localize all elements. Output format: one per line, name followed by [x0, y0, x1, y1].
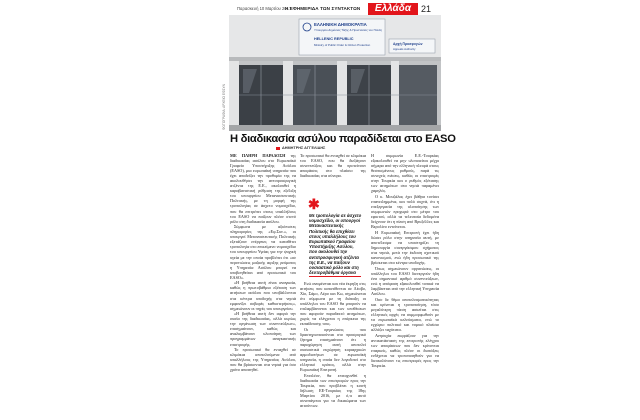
paragraph: της διαδικασίας ασύλου στο Ευρωπαϊκό Γραφείο Υποστήριξης Ασύλου (EASO), μια ευρωπαϊκή υπηρεσία που έχει αποδείξει την προθυμία της να ακολουθήσει την αντιπροσφυγική ατζέντα της Ε.Ε., ακολουθεί η καραβανιστική ρύθμιση της εξέλιξη του υπουργείου Μεταναστευτικής Πολιτικής, με τη μορφή της τροπολογίας σε άσχετο νομοσχέδιο, που θα επιτρέπει στους υπαλλήλους του EASO να παίζουν πλέον στενό ρόλο στη διαδικασία ασύλου. [230, 153, 296, 224]
sign-right-2: Appeals Authority [393, 47, 416, 51]
paragraph: Η Ευρωπαϊκή Επιτροπή έχει ήδη δώσει ρόλο στην υπηρεσία αυτή, με αποτέλεσμα να υποστηρίζει τη δημιουργία συνεργάσιμου σχήματος στα νησιά, μετά την έκδοση σχετικού κανονισμού, ενώ ήδη προσωπικό της βρίσκεται στα κέντρα υποδοχής. [371, 229, 439, 266]
newspaper-page [199, 0, 456, 420]
page-number: 21 [421, 4, 432, 14]
paragraph: Σύμφωνα με αξιόπιστες πληροφορίες της «Εφ.Συν.», οι υπουργοί Μεταναστευτικής Πολιτικής εξετάζουν ενέργειες να καταθέτει τροπολογία στο επικείμενο νομοσχέδιο του υπουργείου Υγείας για την ψυχική υγεία με την οποία προβλέπει ότι «σε περιπτώσεις μαζικής αφιξης ρεύματος η Υπηρεσία Ασύλου μπορεί να υποβοηθείται από προσωπικό του EASO». [230, 224, 296, 280]
paragraph: Οι οργανώσεις που δραστηριοποιούνται στο προσφυγικό ζήτημα επισημαίνουν ότι η παραχώρηση αυτή αποτελεί ουσιαστικά εκχώρηση κυριαρχικών αρμοδιοτήτων σε ευρωπαϊκή υπηρεσία, η οποία δεν λογοδοτεί στο ελληνικό κράτος, αλλά στην Ευρωπαϊκή Επιτροπή. [300, 327, 366, 373]
section-badge: Ελλάδα [368, 3, 418, 15]
sign-line-3: HELLENIC REPUBLIC [314, 37, 354, 41]
sign-line-2: Υπουργείο Δημόσιας Τάξης & Προστασίας του Πολίτη [314, 28, 383, 32]
paragraph: Όπως σημειώνουν οργανώσεις, οι υπάλληλοι του EASO διενεργούν ήδη ένα σημαντικό αριθμό συνεντεύξεων, ενώ η απόφαση εξακολουθεί τυπικά να λαμβάνεται από την ελληνική Υπηρεσία Ασύλου. [371, 265, 439, 297]
asterisk-icon: ✱ [308, 196, 320, 212]
issue-date: Παρασκευή 10 Μαρτίου 2017 [237, 6, 292, 11]
paragraph: Επιπλέον, θα επιταχυνθεί η διαδικασία των επιστροφών προς την Τουρκία, που προβλέπει η κοινή δήλωση ΕΕ-Τουρκίας της 18ης Μαρτίου 2016, με ό,τι αυτό συνεπάγεται για τα δικαιώματα των αιτούντων. [300, 373, 366, 409]
photo-credit: ΦΩΤΟΓΡΑΦΙΑ: ΑΡΧΕΙΟ ΕΦΣΥΝ [222, 84, 226, 130]
pull-quote-rule [309, 276, 361, 277]
pull-quote: Με τροπολογία σε άσχετο νομοσχέδιο, οι υπουργοί Μεταναστευτικής Πολιτικής θα επιχθίσει στους υπαλλήλους του Ευρωπαϊκού Γραφείου Υποστήριξης Ασύλου, που ακολουθεί την αντιπροσφυγική ατζέντα της Ε.Ε., να παίξουν ουσιαστικό ρόλο και στη δευτεροβάθμια όργανα [309, 213, 362, 276]
article-column-3 [371, 153, 439, 415]
lead-paragraph [230, 153, 296, 224]
article-column-1 [230, 153, 296, 415]
lead-in: ΜΕ ΠΛΗΡΗ ΠΑΡΑΔΟΣΗ [230, 153, 286, 158]
building-illustration [229, 15, 441, 131]
paragraph: Η συμφωνία Ε.Ε.-Τουρκίας εξακολουθεί να μην υλοποιείται μέχρι σήμερα από την ελληνική πλευρά στους θεσπισμένους ρυθμούς, παρά τις συνεχείς πιέσεις, καθώς οι επιστροφές στην Τουρκία και ο ρυθμός εξέτασης των αιτημάτων στα νησιά παραμένει χαμηλός. [371, 153, 439, 194]
paragraph: Ο κ. Μουζάλας έχει βάθρα τονίσει επανειλημμένα, και πολύ συχνά, ότι η επεξεργασία της υλοποίησης των συμφωνιών προχωρά στο μέτρο του εφικτού, αλλά τα τελευταία δεδομένα δείχνουν ότι η πίεση από Βρυξέλλες και Βερολίνο εντείνεται. [371, 193, 439, 230]
article-headline: Η διαδικασία ασύλου παραδίδεται στο EASO [230, 133, 456, 145]
paragraph: Ενώ αναμένεται και νέα έκρηξη στις αιτήσεις που κατατίθενται σε Λέσβο, Χίο, Σάμο, Λέρο και Κω, σημειώνεται ότι σύμφωνα με τη διάταξη οι υπάλληλοι του EASO θα μπορούν να επιλαμβάνονται και των υποθέσεων που αφορούν παραδεκτό αιτημάτων, χωρίς να ελέγχεται η επάρκεια της εκπαίδευσης τους. [300, 281, 366, 327]
paragraph: Ανησυχία εκφράζουν για την αντικατάσταση της επιτροπής ελέγχου των αποφάσεων που δεν κρίνονται επαρκείς, καθώς πλέον οι διατάξεις ενδέχεται να τροποποιηθούν για να διευκολύνουν τις επιστροφές προς την Τουρκία. [371, 332, 439, 368]
paragraph: «Η βοήθεια αυτή δεν αφορά την ουσία της διαδικασίας, αλλά κυρίως την οργάνωση των συνεντεύξεων», επισημαίνουν, καθώς και αναλαμβάνουν υλοποίηση των προγραμμάτων αναγκαστικής επιστροφής. [230, 311, 296, 347]
page-header [199, 3, 441, 15]
sign-right-1: Αρχή Προσφυγών [393, 42, 423, 46]
paper-name: Η ΕΦΗΜΕΡΙΔΑ ΤΩΝ ΣΥΝΤΑΚΤΩΝ [285, 5, 361, 11]
article-photo [229, 15, 441, 131]
article-column-2-bottom [300, 281, 366, 415]
article-column-2-top [300, 153, 366, 197]
article-byline: ΔΗΜΗΤΡΗΣ ΑΓΓΕΛΙΔΗΣ [276, 146, 325, 150]
paragraph: Το προσωπικό θα ενταχθεί σε κλιμάκια αποτελούμενα από υπαλλήλους της Υπηρεσίας Ασύλου, που θα βρίσκονται στα νησιά για όσο χρόνο απαιτηθεί. [230, 347, 296, 373]
paragraph: Το προσωπικό θα ενταχθεί σε κλιμάκια του EASO, που θα διεξάγουν συνεντεύξεις και θα προτείνουν αποφάσεις στο πλαίσιο της διαδικασίας στα σύνορα. [300, 153, 366, 179]
sign-line-1: ΕΛΛΗΝΙΚΗ ΔΗΜΟΚΡΑΤΙΑ [314, 22, 367, 27]
paragraph: «Η βοήθεια αυτή είναι αναγκαία, καθώς η πρωτοβάθμια εξέταση των αιτήσεων ασύλου που υποβάλλονται στα κέντρα υποδοχής στα νησιά εμφανίζει σοβαρές καθυστερήσεις», σημειώνουν οι πηγές του υπουργείου. [230, 280, 296, 311]
paragraph: Οσο δε θέμα αποτελεσματικότητας και κρίνεται η τροποποίηση, τόσο μεγαλύτερη πίεση ασκείται στις ελληνικές αρχές να συμμορφωθούν με τα ευρωπαϊκά κελεύσματα, ενώ το εγχώριο πολιτικό και νομικό πλαίσιο αλλάζει ταχύτατα. [371, 296, 439, 332]
sign-line-4: Ministry of Public Order & Citizen Protection [314, 43, 371, 47]
